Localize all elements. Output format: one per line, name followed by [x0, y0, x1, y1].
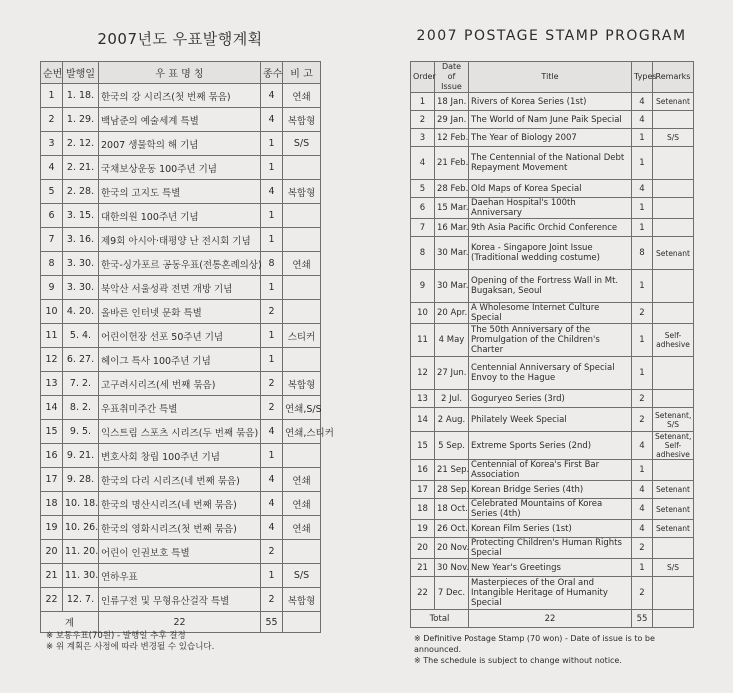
stamp-name-cell: 대한의원 100주년 기념 [99, 204, 261, 228]
remarks-cell: Setenant [653, 499, 694, 520]
types-cell: 4 [632, 93, 653, 111]
remarks-cell: Self-adhesive [653, 324, 694, 357]
stamp-name-cell: 한국의 명산시리즈(네 번째 묶음) [99, 492, 261, 516]
column-header: Order [411, 62, 435, 93]
order-cell: 1 [41, 84, 63, 108]
order-cell: 6 [41, 204, 63, 228]
order-cell: 11 [41, 324, 63, 348]
english-title: 2007 POSTAGE STAMP PROGRAM [416, 28, 687, 44]
date-cell: 4 May [435, 324, 469, 357]
stamp-title-cell: The Centennial of the National Debt Repayment Movement [469, 147, 632, 180]
order-cell: 17 [41, 468, 63, 492]
remarks-cell [653, 390, 694, 408]
stamp-name-cell: 어린이 인권보호 특별 [99, 540, 261, 564]
table-row [41, 300, 321, 324]
remarks-cell: 복합형 [283, 108, 321, 132]
types-cell: 1 [632, 324, 653, 357]
date-cell: 3. 30. [63, 276, 99, 300]
table-row [41, 540, 321, 564]
table-row [411, 577, 694, 610]
table-row [411, 481, 694, 499]
stamp-title-cell: A Wholesome Internet Culture Special [469, 303, 632, 324]
stamp-name-cell: 한국의 다리 시리즈(네 번째 묶음) [99, 468, 261, 492]
table-row [411, 324, 694, 357]
table-row [411, 303, 694, 324]
types-cell: 4 [632, 499, 653, 520]
total-types: 55 [261, 612, 283, 633]
korean-stamp-table [40, 61, 334, 633]
types-cell: 1 [632, 219, 653, 237]
types-cell: 4 [632, 432, 653, 460]
remarks-cell: S/S [653, 129, 694, 147]
types-cell: 4 [261, 84, 283, 108]
order-cell: 10 [411, 303, 435, 324]
date-cell: 6. 27. [63, 348, 99, 372]
stamp-title-cell: Opening of the Fortress Wall in Mt. Bugaksan, Seoul [469, 270, 632, 303]
table-row [411, 408, 694, 432]
remarks-cell: 복합형 [283, 372, 321, 396]
types-cell: 4 [632, 481, 653, 499]
date-cell: 10. 18. [63, 492, 99, 516]
english-note: ※ Definitive Postage Stamp (70 won) - Date of issue is to be announced. [414, 634, 655, 654]
table-row [411, 520, 694, 538]
remarks-cell [653, 303, 694, 324]
korean-title: 2007년도 우표발행계획 [97, 30, 263, 48]
order-cell: 1 [411, 93, 435, 111]
stamp-title-cell: Daehan Hospital's 100th Anniversary [469, 198, 632, 219]
remarks-cell: 연쇄 [283, 516, 321, 540]
order-cell: 5 [411, 180, 435, 198]
types-cell: 2 [632, 303, 653, 324]
remarks-cell [653, 357, 694, 390]
table-row [411, 538, 694, 559]
column-header: 순번 [41, 62, 63, 84]
stamp-title-cell: Goguryeo Series (3rd) [469, 390, 632, 408]
stamp-name-cell: 한국-싱가포르 공동우표(전통혼례의상) [99, 252, 261, 276]
order-cell: 19 [41, 516, 63, 540]
stamp-name-cell: 한국의 고지도 특별 [99, 180, 261, 204]
date-cell: 16 Mar. [435, 219, 469, 237]
remarks-cell: Setenant [653, 93, 694, 111]
stamp-title-cell: Philately Week Special [469, 408, 632, 432]
types-cell: 1 [261, 324, 283, 348]
date-cell: 9. 5. [63, 420, 99, 444]
order-cell: 4 [41, 156, 63, 180]
table-row [411, 432, 694, 460]
types-cell: 1 [632, 129, 653, 147]
date-cell: 12. 7. [63, 588, 99, 612]
date-cell: 1. 29. [63, 108, 99, 132]
remarks-cell: S/S [283, 132, 321, 156]
date-cell: 18 Jan. [435, 93, 469, 111]
table-row [41, 372, 321, 396]
order-cell: 3 [41, 132, 63, 156]
order-cell: 5 [41, 180, 63, 204]
remarks-cell [283, 276, 321, 300]
date-cell: 4. 20. [63, 300, 99, 324]
stamp-title-cell: Masterpieces of the Oral and Intangible Heritage of Humanity Special [469, 577, 632, 610]
stamp-name-cell: 북악산 서울성곽 전면 개방 기념 [99, 276, 261, 300]
order-cell: 18 [41, 492, 63, 516]
order-cell: 9 [411, 270, 435, 303]
table-row [41, 588, 321, 612]
stamp-title-cell: The World of Nam June Paik Special [469, 111, 632, 129]
remarks-cell [283, 540, 321, 564]
order-cell: 3 [411, 129, 435, 147]
order-cell: 6 [411, 198, 435, 219]
remarks-cell: 연쇄 [283, 468, 321, 492]
remarks-cell [653, 180, 694, 198]
types-cell: 1 [632, 460, 653, 481]
order-cell: 11 [411, 324, 435, 357]
types-cell: 1 [261, 564, 283, 588]
remarks-cell: 연쇄 [283, 84, 321, 108]
column-header: 비 고 [283, 62, 321, 84]
table-row [41, 348, 321, 372]
order-cell: 13 [41, 372, 63, 396]
order-cell: 20 [411, 538, 435, 559]
types-cell: 2 [632, 538, 653, 559]
date-cell: 1. 18. [63, 84, 99, 108]
order-cell: 2 [41, 108, 63, 132]
table-row [41, 156, 321, 180]
order-cell: 7 [411, 219, 435, 237]
table-row [41, 228, 321, 252]
date-cell: 30 Nov. [435, 559, 469, 577]
order-cell: 21 [411, 559, 435, 577]
total-types: 55 [632, 610, 653, 628]
stamp-title-cell: Centennial Anniversary of Special Envoy to the Hague [469, 357, 632, 390]
types-cell: 1 [261, 348, 283, 372]
order-cell: 16 [41, 444, 63, 468]
stamp-name-cell: 변호사회 창립 100주년 기념 [99, 444, 261, 468]
stamp-name-cell: 백남준의 예술세계 특별 [99, 108, 261, 132]
date-cell: 5 Sep. [435, 432, 469, 460]
table-row [411, 147, 694, 180]
date-cell: 2. 21. [63, 156, 99, 180]
date-cell: 3. 30. [63, 252, 99, 276]
table-row [411, 129, 694, 147]
date-cell: 18 Oct. [435, 499, 469, 520]
types-cell: 4 [632, 180, 653, 198]
stamp-title-cell: The Year of Biology 2007 [469, 129, 632, 147]
order-cell: 9 [41, 276, 63, 300]
column-header: Types [632, 62, 653, 93]
table-row [41, 516, 321, 540]
date-cell: 7. 2. [63, 372, 99, 396]
table-row [41, 108, 321, 132]
date-cell: 30 Mar. [435, 270, 469, 303]
remarks-cell: Setenant, Self-adhesive [653, 432, 694, 460]
table-row [411, 559, 694, 577]
order-cell: 20 [41, 540, 63, 564]
order-cell: 4 [411, 147, 435, 180]
order-cell: 15 [411, 432, 435, 460]
types-cell: 4 [632, 520, 653, 538]
table-row [411, 219, 694, 237]
date-cell: 9. 21. [63, 444, 99, 468]
stamp-name-cell: 어린이헌장 선포 50주년 기념 [99, 324, 261, 348]
stamp-title-cell: Korean Bridge Series (4th) [469, 481, 632, 499]
stamp-title-cell: Celebrated Mountains of Korea Series (4th) [469, 499, 632, 520]
types-cell: 1 [261, 276, 283, 300]
date-cell: 10. 26. [63, 516, 99, 540]
table-row [41, 84, 321, 108]
stamp-name-cell: 국채보상운동 100주년 기념 [99, 156, 261, 180]
types-cell: 4 [261, 108, 283, 132]
order-cell: 2 [411, 111, 435, 129]
stamp-title-cell: 9th Asia Pacific Orchid Conference [469, 219, 632, 237]
remarks-cell [283, 156, 321, 180]
table-row [411, 270, 694, 303]
table-row [41, 420, 321, 444]
remarks-cell: S/S [283, 564, 321, 588]
order-cell: 8 [411, 237, 435, 270]
remarks-cell [283, 228, 321, 252]
stamp-name-cell: 인류구전 및 무형유산걸작 특별 [99, 588, 261, 612]
table-row [411, 93, 694, 111]
order-cell: 7 [41, 228, 63, 252]
table-row [41, 276, 321, 300]
order-cell: 18 [411, 499, 435, 520]
date-cell: 20 Nov. [435, 538, 469, 559]
stamp-name-cell: 연하우표 [99, 564, 261, 588]
order-cell: 12 [41, 348, 63, 372]
order-cell: 13 [411, 390, 435, 408]
date-cell: 3. 16. [63, 228, 99, 252]
date-cell: 11. 20. [63, 540, 99, 564]
table-row [41, 492, 321, 516]
table-row [411, 499, 694, 520]
stamp-name-cell: 익스트림 스포츠 시리즈(두 번째 묶음) [99, 420, 261, 444]
remarks-cell [653, 111, 694, 129]
date-cell: 29 Jan. [435, 111, 469, 129]
order-cell: 12 [411, 357, 435, 390]
remarks-cell: 연쇄,스티커 [283, 420, 321, 444]
remarks-cell [653, 198, 694, 219]
table-row [41, 132, 321, 156]
table-row [411, 198, 694, 219]
order-cell: 22 [41, 588, 63, 612]
total-count: 22 [99, 612, 261, 633]
types-cell: 1 [632, 559, 653, 577]
table-row [41, 396, 321, 420]
remarks-cell: Setenant [653, 520, 694, 538]
date-cell: 12 Feb. [435, 129, 469, 147]
types-cell: 2 [261, 300, 283, 324]
types-cell: 1 [261, 204, 283, 228]
korean-note: ※ 보통우표(70원) - 발행일 추후 결정 [46, 631, 186, 641]
types-cell: 4 [261, 492, 283, 516]
total-row [41, 612, 321, 633]
stamp-name-cell: 한국의 영화시리즈(첫 번째 묶음) [99, 516, 261, 540]
stamp-title-cell: Extreme Sports Series (2nd) [469, 432, 632, 460]
date-cell: 2. 28. [63, 180, 99, 204]
date-cell: 11. 30. [63, 564, 99, 588]
date-cell: 15 Mar. [435, 198, 469, 219]
remarks-cell: 복합형 [283, 180, 321, 204]
types-cell: 2 [261, 372, 283, 396]
remarks-cell: Setenant [653, 481, 694, 499]
remarks-cell [653, 460, 694, 481]
types-cell: 2 [261, 540, 283, 564]
date-cell: 26 Oct. [435, 520, 469, 538]
table-row [41, 252, 321, 276]
types-cell: 4 [261, 516, 283, 540]
types-cell: 1 [632, 357, 653, 390]
stamp-name-cell: 2007 생물학의 해 기념 [99, 132, 261, 156]
stamp-name-cell: 우표취미주간 특별 [99, 396, 261, 420]
column-header: 우 표 명 칭 [99, 62, 261, 84]
stamp-title-cell: Old Maps of Korea Special [469, 180, 632, 198]
table-row [411, 180, 694, 198]
remarks-cell: Setenant, S/S [653, 408, 694, 432]
types-cell: 1 [261, 228, 283, 252]
types-cell: 1 [261, 132, 283, 156]
types-cell: 4 [261, 180, 283, 204]
remarks-cell [283, 444, 321, 468]
stamp-title-cell: Korean Film Series (1st) [469, 520, 632, 538]
date-cell: 7 Dec. [435, 577, 469, 610]
order-cell: 14 [41, 396, 63, 420]
date-cell: 30 Mar. [435, 237, 469, 270]
stamp-title-cell: Protecting Children's Human Rights Special [469, 538, 632, 559]
table-row [41, 180, 321, 204]
remarks-cell: 복합형 [283, 588, 321, 612]
date-cell: 27 Jun. [435, 357, 469, 390]
remarks-cell: 스티커 [283, 324, 321, 348]
remarks-cell [653, 270, 694, 303]
column-header: 종수 [261, 62, 283, 84]
types-cell: 4 [261, 468, 283, 492]
english-note: ※ The schedule is subject to change without notice. [414, 656, 622, 665]
english-stamp-table [410, 61, 694, 628]
total-label: 계 [41, 612, 99, 633]
remarks-cell [283, 348, 321, 372]
types-cell: 1 [261, 156, 283, 180]
table-row [41, 468, 321, 492]
stamp-title-cell: The 50th Anniversary of the Promulgation of the Children's Charter [469, 324, 632, 357]
remarks-cell [653, 147, 694, 180]
date-cell: 2 Aug. [435, 408, 469, 432]
remarks-cell: 연쇄 [283, 252, 321, 276]
remarks-cell [653, 577, 694, 610]
order-cell: 14 [411, 408, 435, 432]
table-row [411, 390, 694, 408]
order-cell: 17 [411, 481, 435, 499]
stamp-name-cell: 제9회 아시아·태평양 난 전시회 기념 [99, 228, 261, 252]
order-cell: 19 [411, 520, 435, 538]
english-notes [414, 633, 693, 666]
column-header: Remarks [653, 62, 694, 93]
date-cell: 8. 2. [63, 396, 99, 420]
types-cell: 2 [632, 577, 653, 610]
total-count: 22 [469, 610, 632, 628]
table-row [41, 204, 321, 228]
table-row [41, 564, 321, 588]
date-cell: 28 Sep. [435, 481, 469, 499]
table-row [411, 111, 694, 129]
types-cell: 4 [261, 420, 283, 444]
order-cell: 15 [41, 420, 63, 444]
types-cell: 1 [632, 147, 653, 180]
table-row [41, 324, 321, 348]
stamp-title-cell: Korea - Singapore Joint Issue (Traditional wedding costume) [469, 237, 632, 270]
korean-notes [46, 631, 214, 653]
stamp-name-cell: 고구려시리즈(세 번째 묶음) [99, 372, 261, 396]
date-cell: 20 Apr. [435, 303, 469, 324]
column-header: 발행일 [63, 62, 99, 84]
total-row [411, 610, 694, 628]
column-header: Date of Issue [435, 62, 469, 93]
order-cell: 16 [411, 460, 435, 481]
date-cell: 2. 12. [63, 132, 99, 156]
date-cell: 28 Feb. [435, 180, 469, 198]
table-row [411, 460, 694, 481]
order-cell: 22 [411, 577, 435, 610]
types-cell: 1 [632, 270, 653, 303]
table-row [411, 357, 694, 390]
stamp-name-cell: 올바른 인터넷 문화 특별 [99, 300, 261, 324]
remarks-cell [283, 204, 321, 228]
order-cell: 10 [41, 300, 63, 324]
types-cell: 8 [632, 237, 653, 270]
order-cell: 8 [41, 252, 63, 276]
order-cell: 21 [41, 564, 63, 588]
stamp-name-cell: 한국의 강 시리즈(첫 번째 묶음) [99, 84, 261, 108]
date-cell: 21 Sep. [435, 460, 469, 481]
date-cell: 9. 28. [63, 468, 99, 492]
empty-cell [283, 612, 321, 633]
column-header: Title [469, 62, 632, 93]
total-label: Total [411, 610, 469, 628]
remarks-cell: Setenant [653, 237, 694, 270]
empty-cell [653, 610, 694, 628]
remarks-cell: S/S [653, 559, 694, 577]
types-cell: 2 [261, 396, 283, 420]
stamp-title-cell: Rivers of Korea Series (1st) [469, 93, 632, 111]
remarks-cell [653, 538, 694, 559]
table-row [411, 237, 694, 270]
stamp-name-cell: 헤이그 특사 100주년 기념 [99, 348, 261, 372]
types-cell: 2 [632, 390, 653, 408]
types-cell: 8 [261, 252, 283, 276]
table-row [41, 444, 321, 468]
date-cell: 5. 4. [63, 324, 99, 348]
date-cell: 21 Feb. [435, 147, 469, 180]
korean-note: ※ 위 계획은 사정에 따라 변경될 수 있습니다. [46, 642, 215, 652]
remarks-cell: 연쇄 [283, 492, 321, 516]
remarks-cell: 연쇄,S/S [283, 396, 321, 420]
date-cell: 3. 15. [63, 204, 99, 228]
types-cell: 4 [632, 111, 653, 129]
remarks-cell [283, 300, 321, 324]
types-cell: 1 [261, 444, 283, 468]
date-cell: 2 Jul. [435, 390, 469, 408]
stamp-title-cell: Centennial of Korea's First Bar Association [469, 460, 632, 481]
types-cell: 1 [632, 198, 653, 219]
stamp-title-cell: New Year's Greetings [469, 559, 632, 577]
types-cell: 2 [632, 408, 653, 432]
remarks-cell [653, 219, 694, 237]
types-cell: 2 [261, 588, 283, 612]
